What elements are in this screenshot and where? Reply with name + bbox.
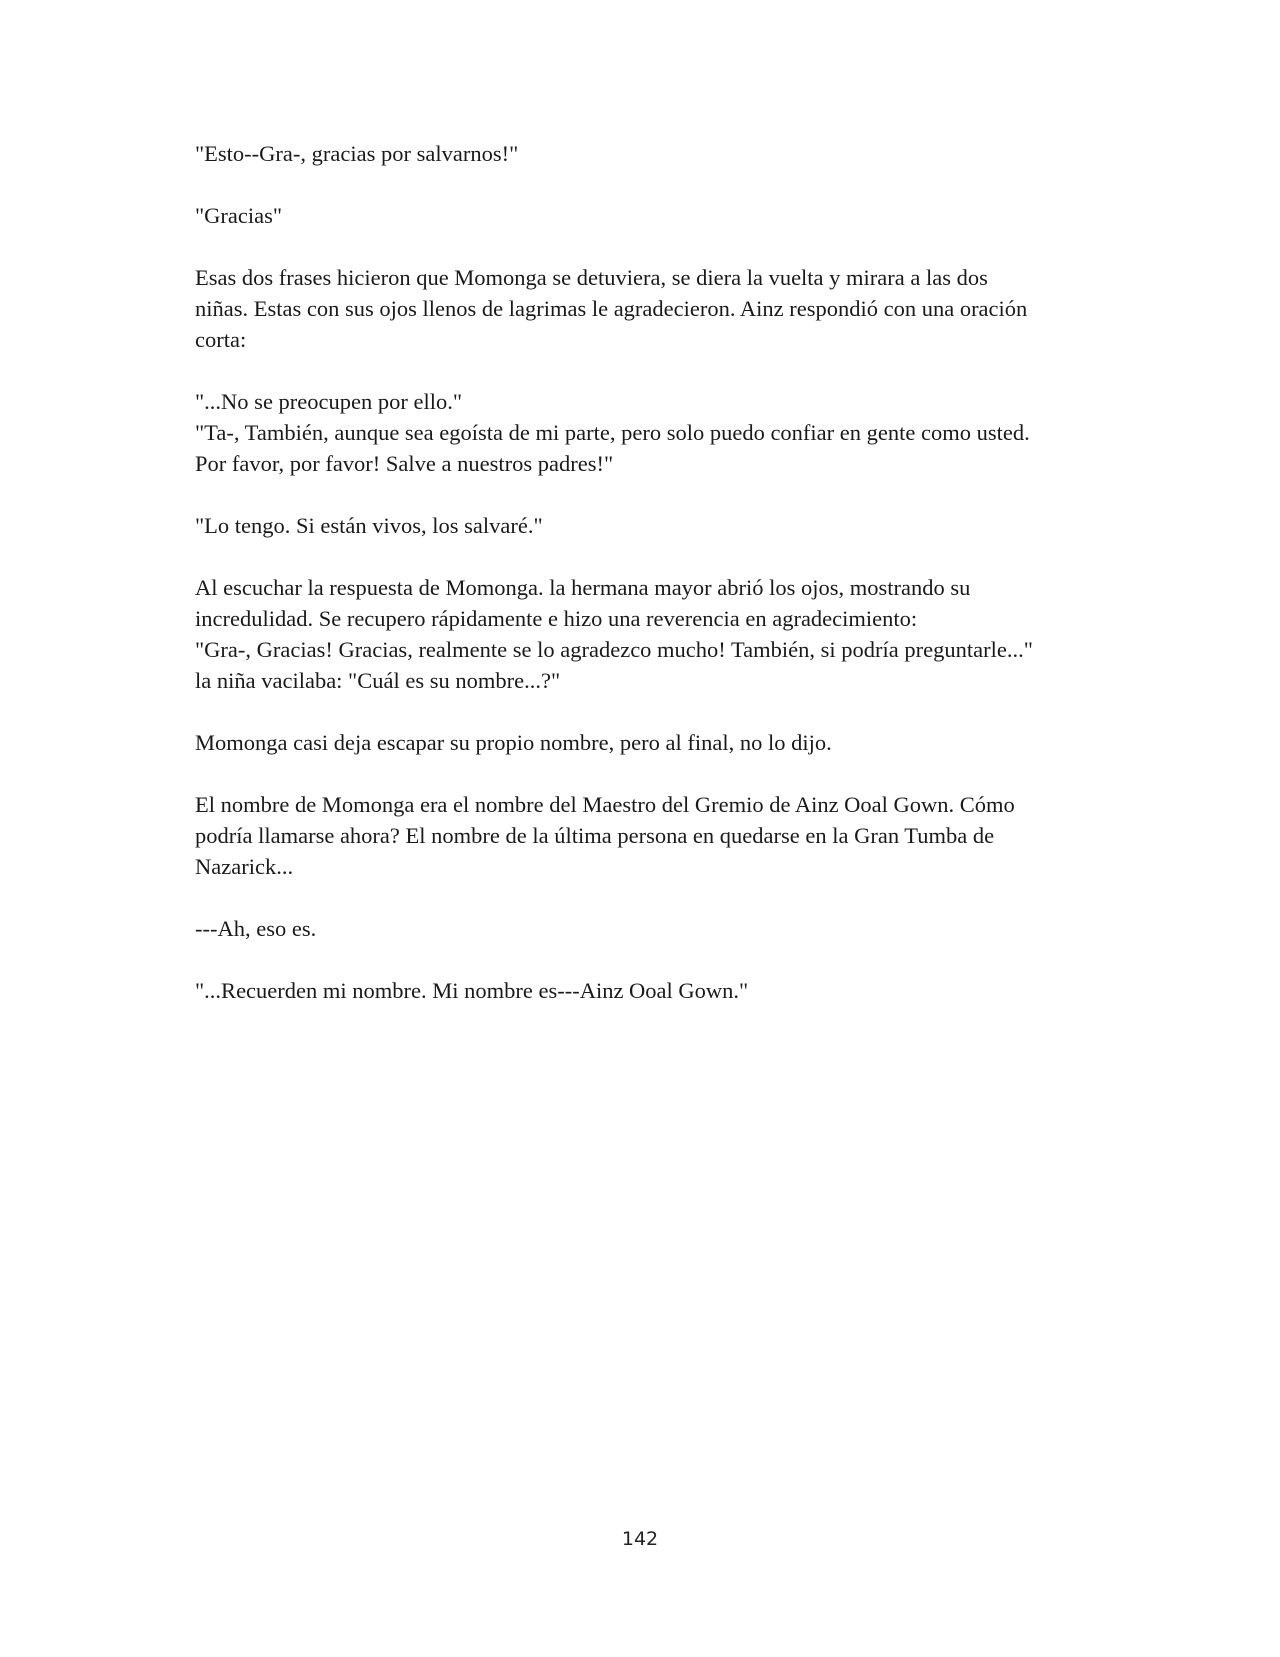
text-line: "Gracias" — [195, 203, 283, 228]
text-line: incredulidad. Se recupero rápidamente e hizo una reverencia en agradecimiento: — [195, 606, 918, 631]
text-line: "...No se preocupen por ello." — [195, 389, 463, 414]
text-line: Momonga casi deja escapar su propio nombre, pero al final, no lo dijo. — [195, 730, 832, 755]
text-line: corta: — [195, 327, 247, 352]
text-line: "Gra-, Gracias! Gracias, realmente se lo agradezco mucho! También, si podría preguntarle..." — [195, 637, 1033, 662]
paragraph-2 — [195, 200, 1095, 231]
text-line: la niña vacilaba: "Cuál es su nombre...?" — [195, 668, 561, 693]
text-line: podría llamarse ahora? El nombre de la última persona en quedarse en la Gran Tumba de — [195, 823, 995, 848]
text-line: "Lo tengo. Si están vivos, los salvaré." — [195, 513, 543, 538]
paragraph-3 — [195, 262, 1095, 355]
paragraph-7 — [195, 572, 1095, 696]
paragraph-11 — [195, 975, 1095, 1006]
text-line: ---Ah, eso es. — [195, 916, 317, 941]
paragraph-5 — [195, 417, 1095, 479]
text-line: "Ta-, También, aunque sea egoísta de mi parte, pero solo puedo confiar en gente como usted. — [195, 420, 1030, 445]
text-line: "...Recuerden mi nombre. Mi nombre es---Ainz Ooal Gown." — [195, 978, 749, 1003]
paragraph-9 — [195, 789, 1095, 882]
text-line: niñas. Estas con sus ojos llenos de lagrimas le agradecieron. Ainz respondió con una oración — [195, 296, 1028, 321]
text-line: Nazarick... — [195, 854, 294, 879]
paragraph-4 — [195, 386, 1095, 417]
body-text — [195, 138, 1095, 1037]
paragraph-10 — [195, 913, 1095, 944]
text-line: "Esto--Gra-, gracias por salvarnos!" — [195, 141, 519, 166]
text-line: El nombre de Momonga era el nombre del Maestro del Gremio de Ainz Ooal Gown. Cómo — [195, 792, 1015, 817]
text-line: Por favor, por favor! Salve a nuestros padres!" — [195, 451, 614, 476]
text-line: Esas dos frases hicieron que Momonga se detuviera, se diera la vuelta y mirara a las dos — [195, 265, 988, 290]
paragraph-1 — [195, 138, 1095, 169]
paragraph-6 — [195, 510, 1095, 541]
page-number: 142 — [621, 1528, 659, 1550]
text-line: Al escuchar la respuesta de Momonga. la hermana mayor abrió los ojos, mostrando su — [195, 575, 971, 600]
paragraph-8 — [195, 727, 1095, 758]
